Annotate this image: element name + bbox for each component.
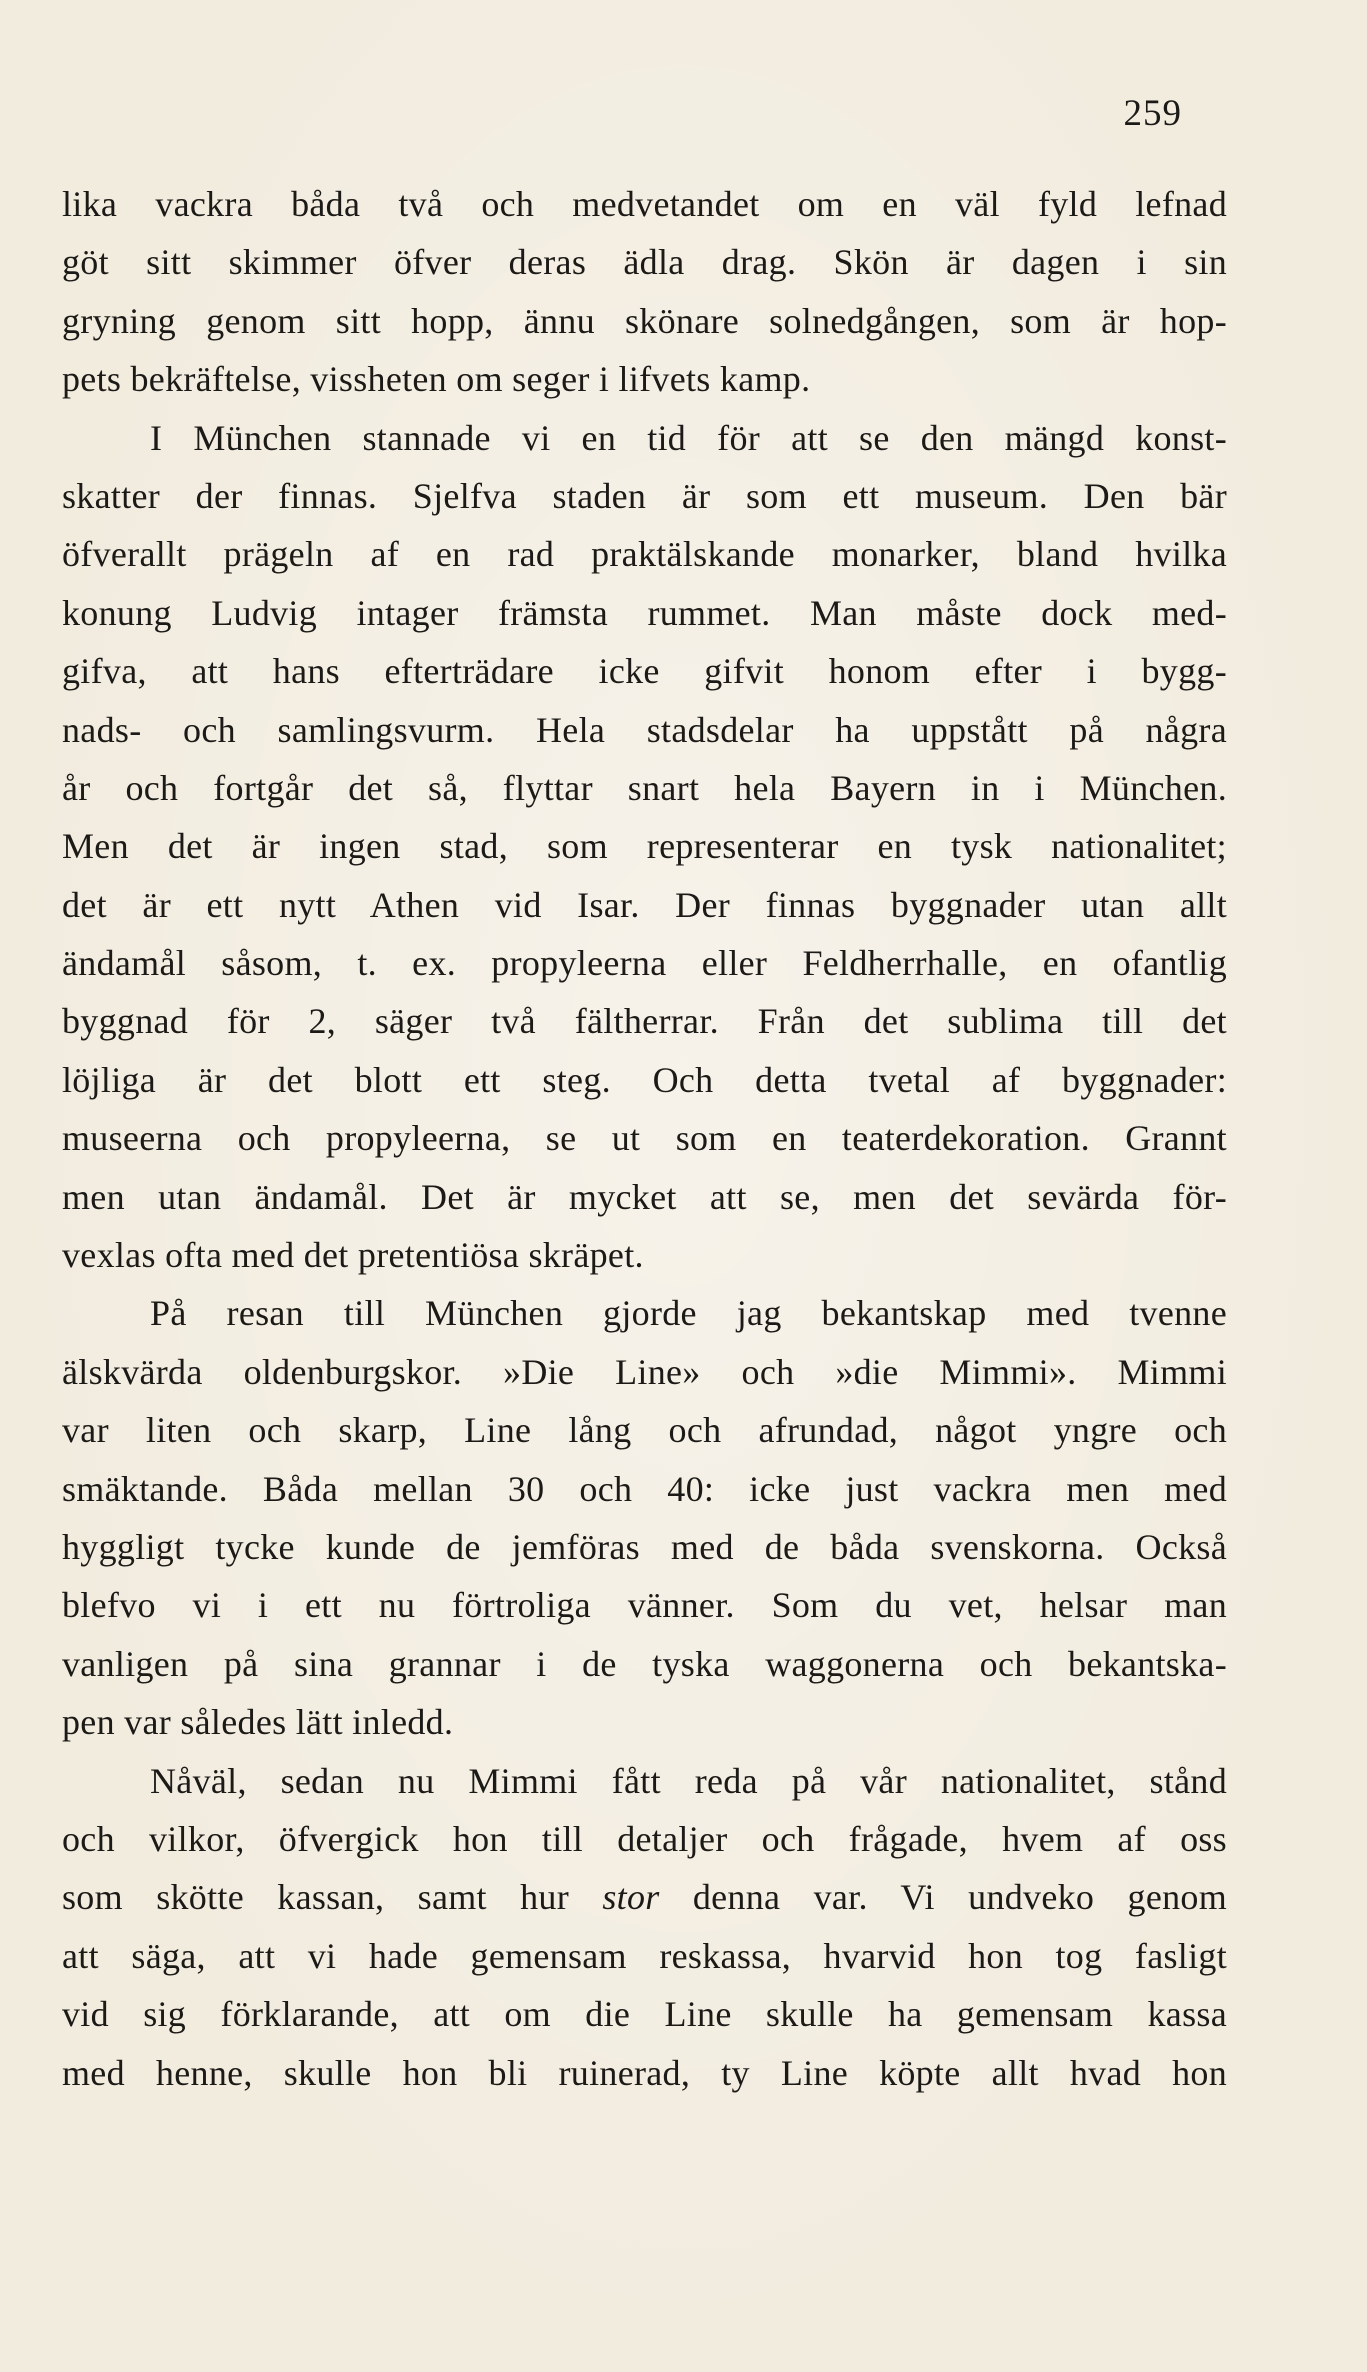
text-line: smäktande. Båda mellan 30 och 40: icke just vackra men med (62, 1468, 1227, 1509)
text-line: museerna och propyleerna, se ut som en teaterdekoration. Grannt (62, 1118, 1227, 1159)
text-line: Nåväl, sedan nu Mimmi fått reda på vår nationalitet, stånd (150, 1760, 1227, 1801)
text-line: skatter der finnas. Sjelfva staden är som ett museum. Den bär (62, 475, 1227, 516)
text-line: lika vackra båda två och medvetandet om en väl fyld lefnad (62, 184, 1227, 224)
text-line: öfverallt prägeln af en rad praktälskande monarker, bland hvilka (62, 534, 1227, 575)
text-line: I München stannade vi en tid för att se den mängd konst- (150, 417, 1227, 458)
text-line: gryning genom sitt hopp, ännu skönare solnedgången, som är hop- (62, 300, 1227, 341)
text-line: pets bekräftelse, vissheten om seger i lifvets kamp. (62, 359, 811, 400)
text-line: ändamål såsom, t. ex. propyleerna eller Feldherrhalle, en ofantlig (62, 943, 1227, 984)
text-line: pen var således lätt inledd. (62, 1702, 454, 1743)
text-line: var liten och skarp, Line lång och afrundad, något yngre och (62, 1410, 1227, 1451)
text-line: som skötte kassan, samt hur stor denna var. Vi undveko genom (62, 1877, 1227, 1918)
text-line: göt sitt skimmer öfver deras ädla drag. Skön är dagen i sin (62, 242, 1227, 283)
text-line: gifva, att hans efterträdare icke gifvit honom efter i bygg- (62, 651, 1227, 692)
page-number: 259 (1123, 93, 1182, 134)
text-line: älskvärda oldenburgskor. »Die Line» och »die Mimmi». Mimmi (62, 1351, 1227, 1392)
text-line: men utan ändamål. Det är mycket att se, men det sevärda för- (62, 1176, 1227, 1217)
text-line: konung Ludvig intager främsta rummet. Man måste dock med- (62, 592, 1227, 633)
text-line: blefvo vi i ett nu förtroliga vänner. Som du vet, helsar man (62, 1585, 1227, 1626)
text-line: löjliga är det blott ett steg. Och detta tvetal af byggnader: (62, 1059, 1227, 1100)
body-text (62, 175, 1227, 2102)
text-line: Men det är ingen stad, som representerar en tysk nationalitet; (62, 826, 1227, 867)
text-line: vexlas ofta med det pretentiösa skräpet. (62, 1235, 644, 1276)
text-line: att säga, att vi hade gemensam reskassa, hvarvid hon tog fasligt (62, 1935, 1227, 1976)
text-line: hyggligt tycke kunde de jemföras med de båda svenskorna. Också (62, 1526, 1227, 1567)
text-line: nads- och samlingsvurm. Hela stadsdelar ha uppstått på några (62, 709, 1227, 750)
text-line: På resan till München gjorde jag bekantskap med tvenne (150, 1293, 1227, 1334)
text-line: vid sig förklarande, att om die Line skulle ha gemensam kassa (62, 1994, 1227, 2035)
text-line: byggnad för 2, säger två fältherrar. Från det sublima till det (62, 1001, 1227, 1042)
text-line: år och fortgår det så, flyttar snart hela Bayern in i München. (62, 767, 1227, 808)
text-line: det är ett nytt Athen vid Isar. Der finnas byggnader utan allt (62, 884, 1227, 925)
text-line: med henne, skulle hon bli ruinerad, ty Line köpte allt hvad hon (62, 2052, 1227, 2093)
text-line: och vilkor, öfvergick hon till detaljer och frågade, hvem af oss (62, 1818, 1227, 1859)
text-line: vanligen på sina grannar i de tyska waggonerna och bekantska- (62, 1643, 1227, 1684)
